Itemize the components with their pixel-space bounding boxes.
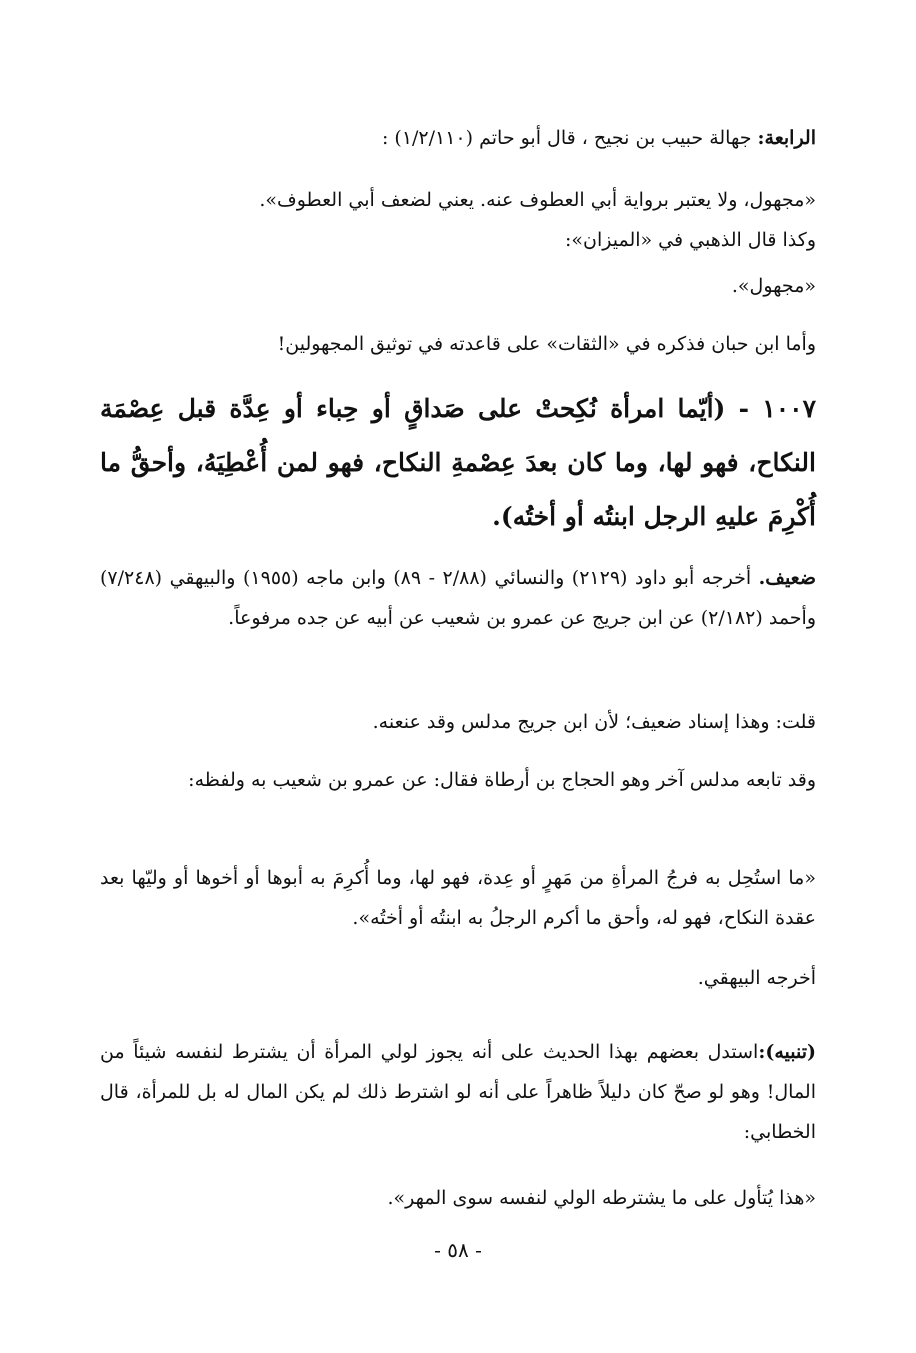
- paragraph-takhrij: [100, 558, 816, 638]
- quote-majhul-2: «مجهول».: [731, 275, 816, 297]
- quote-khattabi: «هذا يُتأول على ما يشترطه الولي لنفسه سوى المهر».: [387, 1187, 816, 1209]
- tanbih-label: (تنبيه):: [758, 1041, 816, 1063]
- quote-alternate-wording: «ما استُحِل به فرجُ المرأةِ من مَهرٍ أو عِدة، فهو لها، وما أُكرِمَ به أبوها أو أخوها أو وليّها بعد عقدة النكاح، فهو له، وأحق ما أكرم الرجلُ به ابنتُه أو أختُه».: [100, 867, 816, 929]
- takhrij-text: أخرجه أبو داود (٢١٢٩) والنسائي (٢/٨٨ - ٨٩) وابن ماجه (١٩٥٥) والبيهقي (٧/٢٤٨) وأحمد (٢/١٨٢) عن ابن جريج عن عمرو بن شعيب عن أبيه عن جده مرفوعاً.: [100, 567, 816, 629]
- tanbih-text: استدل بعضهم بهذا الحديث على أنه يجوز لولي المرأة أن يشترط لنفسه شيئاً من المال! وهو لو صحّ كان دليلاً ظاهراً على أنه لو اشترط ذلك لم يكن المال له بل للمرأة، قال الخطابي:: [100, 1041, 816, 1143]
- paragraph-bayhaqi: أخرجه البيهقي.: [697, 967, 816, 989]
- paragraph-mutaba: وقد تابعه مدلس آخر وهو الحجاج بن أرطاة فقال: عن عمرو بن شعيب به ولفظه:: [188, 769, 816, 791]
- paragraph-fourth-reason: [100, 118, 816, 158]
- hadith-1007-text: ١٠٠٧ - (أيّما امرأة نُكِحتْ على صَداقٍ أو حِباء أو عِدَّة قبل عِصْمَة النكاح، فهو لها، وما كان بعدَ عِصْمةِ النكاح، فهو لمن أُعْطِيَهُ، وأحقُّ ما أُكْرِمَ عليهِ الرجل ابنتُه أو أختُه).: [100, 394, 816, 531]
- paragraph-qultu: قلت: وهذا إسناد ضعيف؛ لأن ابن جريج مدلس وقد عنعنه.: [372, 711, 816, 733]
- fourth-reason-text: جهالة حبيب بن نجيح ، قال أبو حاتم (١/٢/١١٠) :: [381, 127, 758, 149]
- page-number: - ٥٨ -: [434, 1238, 482, 1262]
- paragraph-dhahabi: وكذا قال الذهبي في «الميزان»:: [564, 229, 816, 251]
- paragraph-tanbih: [100, 1032, 816, 1152]
- fourth-reason-label: الرابعة:: [757, 127, 816, 149]
- quote-majhul-1: «مجهول، ولا يعتبر برواية أبي العطوف عنه. يعني لضعف أبي العطوف».: [259, 189, 816, 211]
- grading-label: ضعيف.: [758, 567, 816, 589]
- paragraph-ibn-hibban: وأما ابن حبان فذكره في «الثقات» على قاعدته في توثيق المجهولين!: [277, 333, 816, 355]
